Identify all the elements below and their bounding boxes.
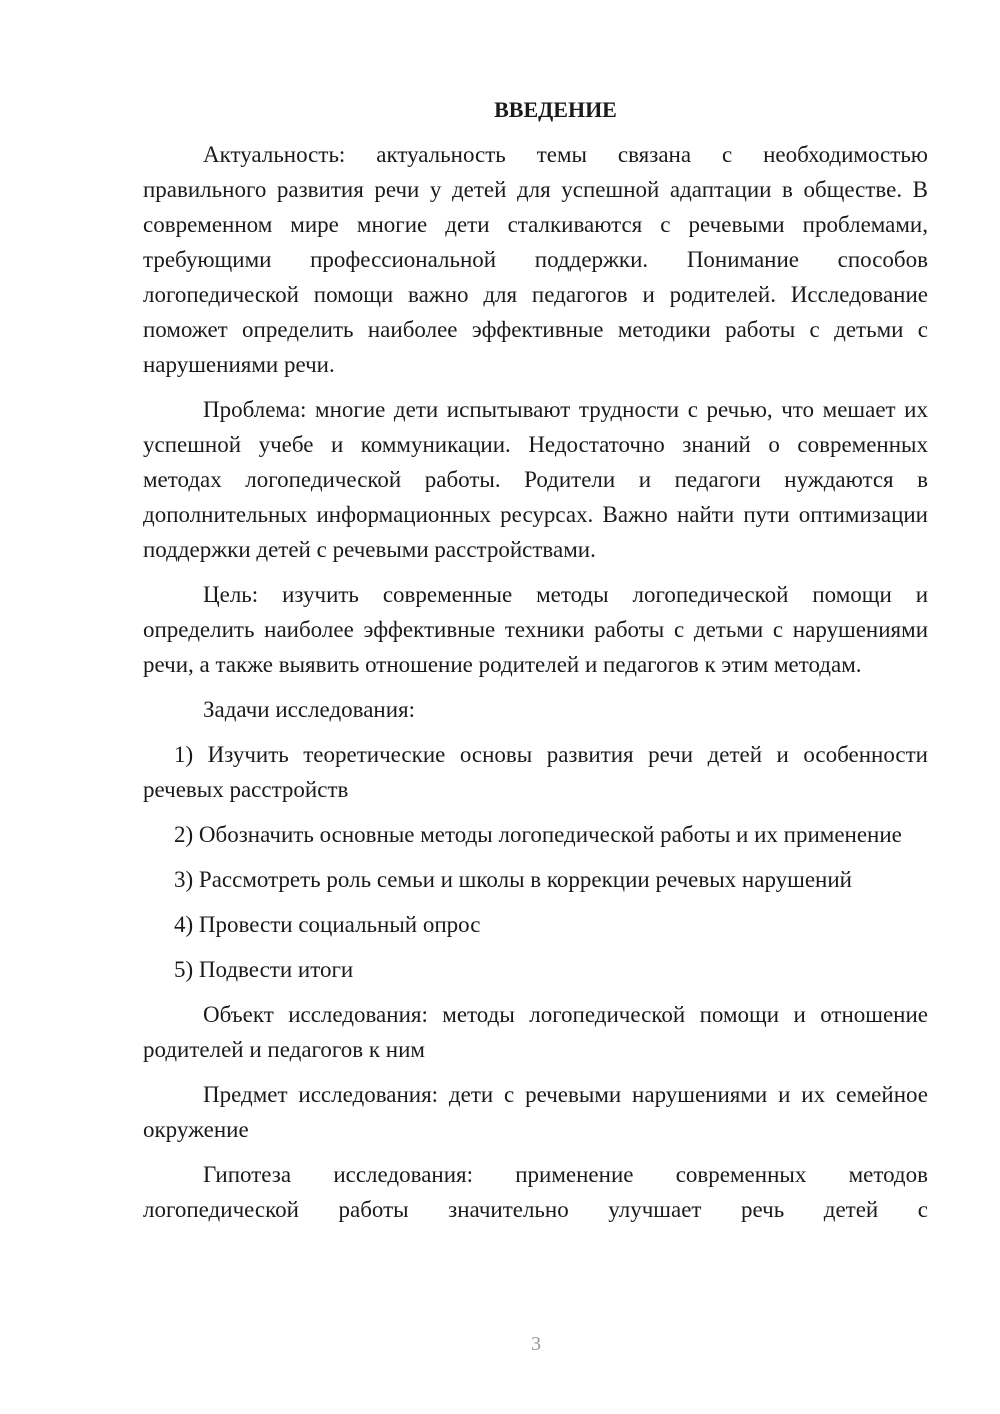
relevance-paragraph: Актуальность: актуальность темы связана с необходимостью правильного развития речи у детей для успешной адаптации в обществе. В современном мире многие дети сталкиваются с речевыми проблемами, требующими профессиональной поддержки. Понимание способов логопедической помощи важно для педагогов и родителей. Исследование поможет определить наиболее эффективные методики работы с детьми с нарушениями речи.	[143, 142, 928, 377]
task-item: 4) Провести социальный опрос	[174, 912, 481, 937]
tasks-heading: Задачи исследования:	[203, 697, 416, 722]
task-item: 3) Рассмотреть роль семьи и школы в коррекции речевых нарушений	[174, 867, 852, 892]
object-paragraph: Объект исследования: методы логопедической помощи и отношение родителей и педагогов к ним	[143, 1002, 928, 1062]
task-item: 2) Обозначить основные методы логопедической работы и их применение	[174, 822, 902, 847]
page-number: 3	[531, 1333, 541, 1355]
hypothesis-paragraph: Гипотеза исследования: применение современных методов логопедической работы значительно улучшает речь детей с	[143, 1162, 928, 1222]
task-item: 5) Подвести итоги	[174, 957, 354, 982]
goal-paragraph: Цель: изучить современные методы логопедической помощи и определить наиболее эффективные техники работы с детьми с нарушениями речи, а также выявить отношение родителей и педагогов к этим методам.	[143, 582, 928, 677]
task-item: 1) Изучить теоретические основы развития речи детей и особенности речевых расстройств	[143, 742, 928, 802]
section-title: ВВЕДЕНИЕ	[494, 97, 617, 122]
problem-paragraph: Проблема: многие дети испытывают трудности с речью, что мешает их успешной учебе и коммуникации. Недостаточно знаний о современных методах логопедической работы. Родители и педагоги нуждаются в дополнительных информационных ресурсах. Важно найти пути оптимизации поддержки детей с речевыми расстройствами.	[143, 397, 928, 562]
subject-paragraph: Предмет исследования: дети с речевыми нарушениями и их семейное окружение	[143, 1082, 928, 1142]
document-page	[143, 92, 928, 1237]
